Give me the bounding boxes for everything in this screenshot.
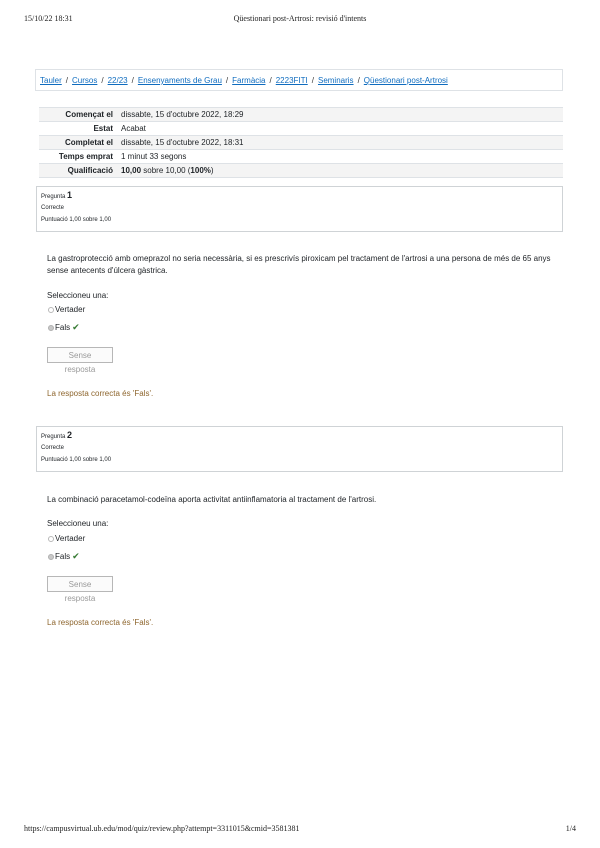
option-false[interactable] bbox=[48, 322, 80, 333]
question-state: Correcte bbox=[41, 205, 65, 211]
answer-prompt: Seleccioneu una: bbox=[47, 291, 109, 300]
right-answer-feedback: La resposta correcta és 'Fals'. bbox=[47, 389, 154, 398]
breadcrumb bbox=[35, 69, 563, 91]
print-datetime: 15/10/22 18:31 bbox=[24, 14, 73, 23]
option-label: Fals bbox=[55, 323, 71, 332]
correct-check-icon: ✔ bbox=[72, 322, 80, 332]
summary-label: Estat bbox=[93, 124, 113, 133]
summary-value: dissabte, 15 d'octubre 2022, 18:29 bbox=[121, 110, 244, 119]
grade-value: 10,00 bbox=[121, 166, 142, 175]
option-true[interactable] bbox=[48, 534, 85, 543]
breadcrumb-separator: / bbox=[65, 76, 69, 85]
option-label: Vertader bbox=[55, 534, 86, 543]
answer-prompt: Seleccioneu una: bbox=[47, 519, 109, 528]
radio-true[interactable] bbox=[48, 307, 54, 313]
summary-row-grade bbox=[39, 164, 563, 178]
question-info-box bbox=[36, 426, 563, 472]
summary-label: Temps emprat bbox=[58, 152, 113, 161]
breadcrumb-link-course[interactable]: 2223FITI bbox=[275, 76, 308, 85]
radio-true[interactable] bbox=[48, 536, 54, 542]
breadcrumb-separator: / bbox=[101, 76, 104, 85]
summary-row-time bbox=[39, 150, 563, 164]
page-number: 1/4 bbox=[565, 824, 576, 833]
summary-label: Completat el bbox=[64, 138, 113, 147]
print-url: https://campusvirtual.ub.edu/mod/quiz/review.php?attempt=3311015&cmid=3581381 bbox=[24, 824, 300, 833]
summary-value: 10,00 sobre 10,00 (100%) bbox=[121, 166, 214, 175]
option-false[interactable] bbox=[48, 551, 80, 562]
breadcrumb-separator: / bbox=[311, 76, 314, 85]
breadcrumb-link-farmacia[interactable]: Farmàcia bbox=[232, 76, 266, 85]
clear-answer-button[interactable]: Sense resposta bbox=[47, 347, 113, 363]
print-document-title: Qüestionari post-Artrosi: revisió d'intents bbox=[233, 14, 367, 23]
attempt-summary-table bbox=[39, 107, 563, 178]
question-info-box bbox=[36, 186, 563, 232]
summary-value: Acabat bbox=[121, 124, 146, 133]
question-text: La gastroprotecció amb omeprazol no seria necessària, si es prescrivís piroxicam pel tractament de l'artrosi a una persona de més de 65 anys sense antecents d'úlcera gàstrica. bbox=[47, 254, 551, 275]
right-answer-feedback: La resposta correcta és 'Fals'. bbox=[47, 618, 154, 627]
grade-of: sobre 10,00 bbox=[143, 166, 186, 175]
breadcrumb-link-tauler[interactable]: Tauler bbox=[40, 76, 62, 85]
breadcrumb-link-cursos[interactable]: Cursos bbox=[72, 76, 98, 85]
breadcrumb-link-seminaris[interactable]: Seminaris bbox=[317, 76, 354, 85]
summary-value: dissabte, 15 d'octubre 2022, 18:31 bbox=[121, 138, 244, 147]
summary-row-completed bbox=[39, 136, 563, 150]
radio-false-selected[interactable] bbox=[48, 554, 54, 560]
summary-value: 1 minut 33 segons bbox=[121, 152, 187, 161]
option-label: Vertader bbox=[55, 305, 86, 314]
breadcrumb-separator: / bbox=[357, 76, 360, 85]
radio-false-selected[interactable] bbox=[48, 325, 54, 331]
breadcrumb-separator: / bbox=[131, 76, 134, 85]
summary-row-started bbox=[39, 108, 563, 122]
question-number: Pregunta 2 bbox=[41, 430, 73, 440]
breadcrumb-link-quiz[interactable]: Qüestionari post-Artrosi bbox=[363, 76, 448, 85]
question-state: Correcte bbox=[41, 445, 65, 451]
option-true[interactable] bbox=[48, 305, 85, 314]
correct-check-icon: ✔ bbox=[72, 551, 80, 561]
grade-percent: 100% bbox=[190, 166, 211, 175]
summary-label: Començat el bbox=[65, 110, 113, 119]
breadcrumb-separator: / bbox=[269, 76, 272, 85]
option-label: Fals bbox=[55, 552, 71, 561]
clear-answer-button[interactable]: Sense resposta bbox=[47, 576, 113, 592]
question-number: Pregunta 1 bbox=[41, 190, 73, 200]
breadcrumb-link-year[interactable]: 22/23 bbox=[107, 76, 128, 85]
summary-label: Qualificació bbox=[67, 166, 113, 175]
question-mark: Puntuació 1,00 sobre 1,00 bbox=[41, 217, 112, 223]
breadcrumb-separator: / bbox=[225, 76, 229, 85]
question-mark: Puntuació 1,00 sobre 1,00 bbox=[41, 457, 112, 463]
breadcrumb-link-grau[interactable]: Ensenyaments de Grau bbox=[137, 76, 222, 85]
question-text: La combinació paracetamol-codeïna aporta activitat antiinflamatoria al tractament de l'artrosi. bbox=[47, 495, 377, 504]
summary-row-state bbox=[39, 122, 563, 136]
